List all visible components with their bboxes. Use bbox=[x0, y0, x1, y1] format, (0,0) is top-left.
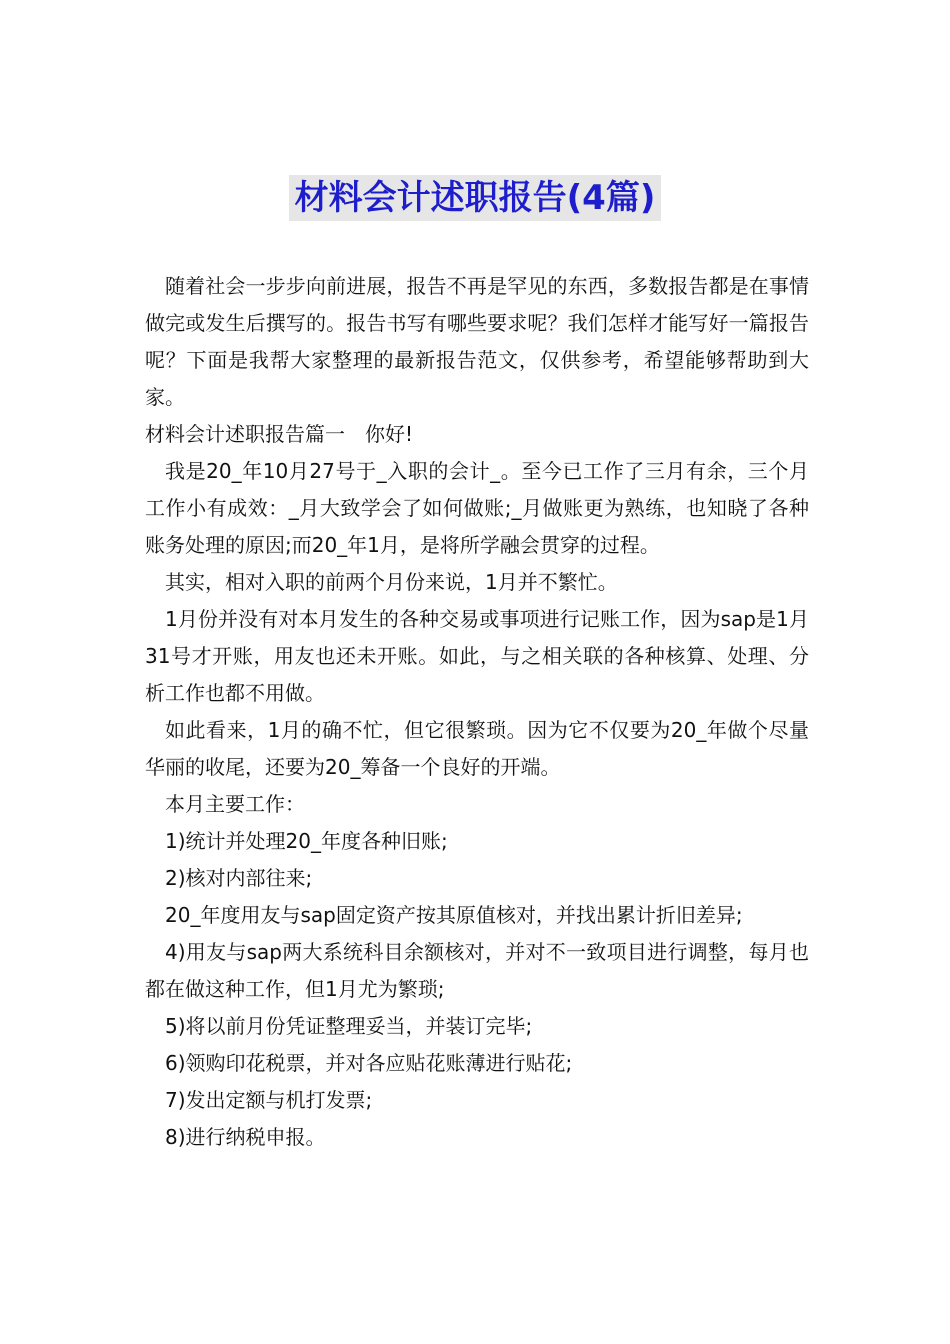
list-item-2: 2)核对内部往来; bbox=[165, 866, 313, 890]
list-item-3: 20_年度用友与sap固定资产按其原值核对，并找出累计折旧差异; bbox=[165, 903, 743, 927]
paragraph-january-no-bookkeeping: 1月份并没有对本月发生的各种交易或事项进行记账工作，因为sap是1月31号才开账，用友也还未开账。如此，与之相关联的各种核算、处理、分析工作也都不用做。 bbox=[145, 607, 809, 705]
list-item-5: 5)将以前月份凭证整理妥当，并装订完毕; bbox=[165, 1014, 533, 1038]
list-item-7: 7)发出定额与机打发票; bbox=[165, 1088, 373, 1112]
paragraph-self-introduction: 我是20_年10月27号于_入职的会计_。至今已工作了三月有余，三个月工作小有成效：_月大致学会了如何做账;_月做账更为熟练，也知晓了各种账务处理的原因;而20_年1月，是将所学融会贯穿的过程。 bbox=[145, 459, 809, 557]
list-item-8: 8)进行纳税申报。 bbox=[165, 1125, 326, 1149]
document-title: 材料会计述职报告(4篇) bbox=[289, 175, 662, 221]
paragraph-section-heading: 材料会计述职报告篇一 你好! bbox=[145, 422, 414, 446]
paragraph-january-not-busy: 其实，相对入职的前两个月份来说，1月并不繁忙。 bbox=[165, 570, 618, 594]
paragraph-intro: 随着社会一步步向前进展，报告不再是罕见的东西，多数报告都是在事情做完或发生后撰写的。报告书写有哪些要求呢？我们怎样才能写好一篇报告呢？下面是我帮大家整理的最新报告范文，仅供参考，希望能够帮助到大家。 bbox=[145, 274, 809, 409]
list-item-1: 1)统计并处理20_年度各种旧账; bbox=[165, 829, 448, 853]
paragraph-main-work-heading: 本月主要工作： bbox=[165, 792, 305, 816]
paragraph-january-tedious: 如此看来，1月的确不忙，但它很繁琐。因为它不仅要为20_年做个尽量华丽的收尾，还要为20_筹备一个良好的开端。 bbox=[145, 718, 809, 779]
list-item-4: 4)用友与sap两大系统科目余额核对，并对不一致项目进行调整，每月也都在做这种工作，但1月尤为繁琐; bbox=[145, 940, 809, 1001]
list-item-6: 6)领购印花税票，并对各应贴花账薄进行贴花; bbox=[165, 1051, 573, 1075]
document-body bbox=[145, 268, 809, 1156]
title-container bbox=[0, 175, 950, 221]
